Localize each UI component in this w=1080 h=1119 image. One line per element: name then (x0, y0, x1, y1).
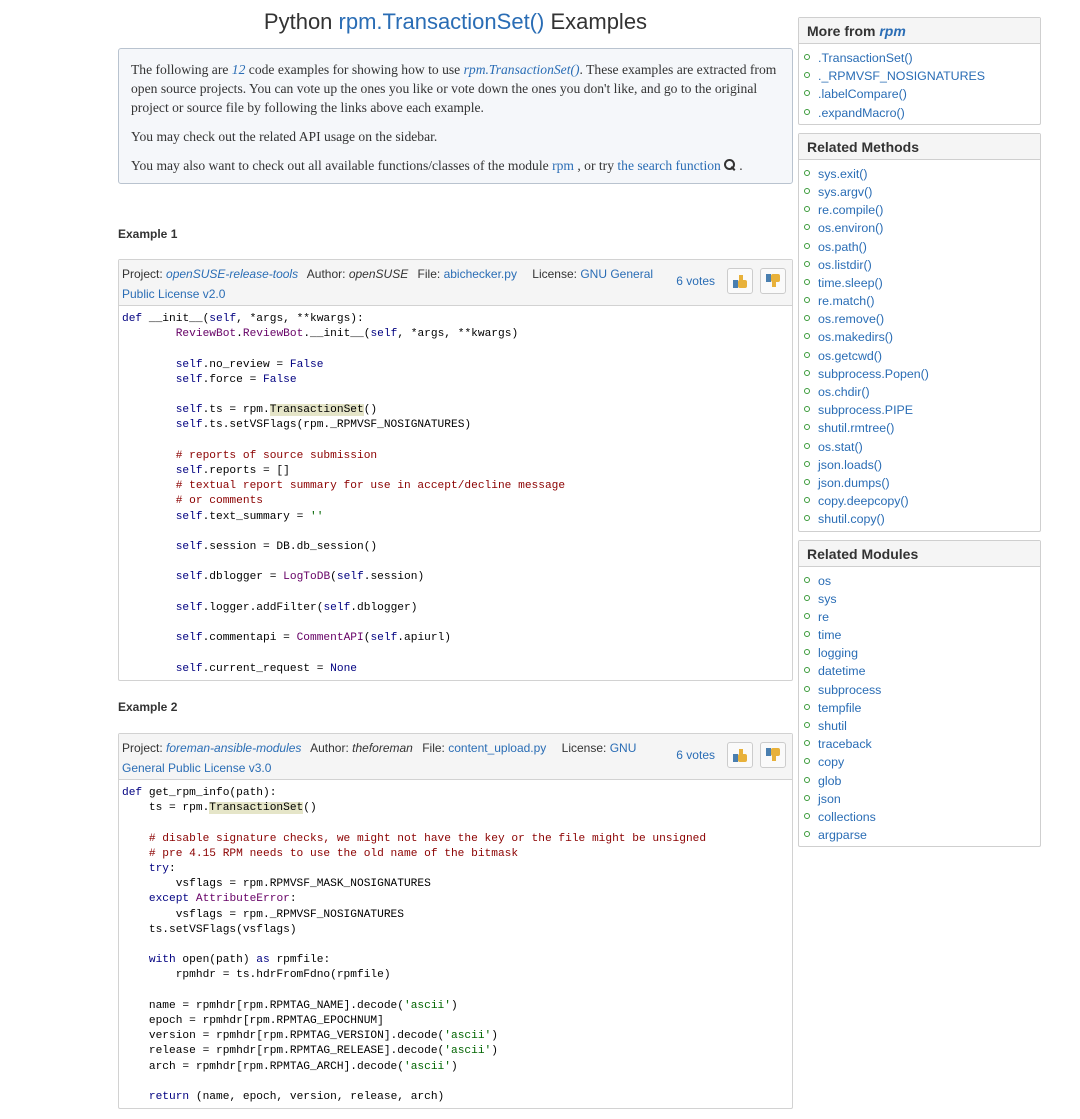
example-2-author: theforeman (352, 741, 413, 755)
vote-down-button[interactable] (760, 268, 786, 294)
related-method-item[interactable]: os.stat() (804, 438, 1040, 456)
intro-paragraph-2: You may check out the related API usage on the sidebar. (131, 129, 438, 144)
more-from-panel (798, 17, 1041, 125)
related-method-item[interactable]: os.getcwd() (804, 347, 1040, 365)
related-method-item[interactable]: sys.exit() (804, 165, 1040, 183)
example-count: 12 (231, 62, 246, 77)
sidebar (798, 17, 1041, 855)
more-from-item[interactable]: ._RPMVSF_NOSIGNATURES (804, 67, 1040, 85)
related-module-item[interactable]: re (804, 608, 1040, 626)
related-method-item[interactable]: shutil.rmtree() (804, 419, 1040, 437)
example-2-code: def get_rpm_info(path): ts = rpm.TransactionSet() # disable signature checks, we might not have the key or the file might be unsigned # pre 4.15 RPM needs to use the old name of the bitmask try: vsflags = rpm.RPMVSF_MASK_NOSIGNATURES except AttributeError: vsflags = rpm._RPMVSF_NOSIGNATURES ts.setVSFlags(vsflags) with open(path) as rpmfile: rpmhdr = ts.hdrFromFdno(rpmfile) name = rpmhdr[rpm.RPMTAG_NAME].decode('ascii') epoch = rpmhdr[rpm.RPMTAG_EPOCHNUM] version = rpmhdr[rpm.RPMTAG_VERSION].decode('ascii') release = rpmhdr[rpm.RPMTAG_RELEASE].decode('ascii') arch = rpmhdr[rpm.RPMTAG_ARCH].decode('ascii') return (name, epoch, version, release, arch) (122, 787, 707, 1104)
related-module-item[interactable]: glob (804, 772, 1040, 790)
intro-box (118, 48, 793, 184)
related-module-item[interactable]: json (804, 790, 1040, 808)
more-from-list (799, 44, 1040, 124)
more-from-module[interactable]: rpm (879, 23, 906, 39)
more-from-item[interactable]: .expandMacro() (804, 104, 1040, 122)
related-method-item[interactable]: os.listdir() (804, 256, 1040, 274)
example-1-header (119, 260, 792, 306)
example-1-votes (676, 268, 786, 294)
more-from-item[interactable]: .TransactionSet() (804, 49, 1040, 67)
related-method-item[interactable]: shutil.copy() (804, 510, 1040, 528)
related-module-item[interactable]: argparse (804, 826, 1040, 844)
vote-up-button[interactable] (727, 268, 753, 294)
related-method-item[interactable]: os.makedirs() (804, 328, 1040, 346)
related-module-item[interactable]: copy (804, 753, 1040, 771)
search-function-link[interactable]: the search function (617, 158, 721, 173)
related-method-item[interactable]: os.remove() (804, 310, 1040, 328)
example-2-project-link[interactable]: foreman-ansible-modules (166, 741, 302, 755)
related-method-item[interactable]: os.path() (804, 238, 1040, 256)
title-suffix: Examples (544, 9, 648, 34)
vote-count: 6 votes (676, 274, 715, 288)
related-method-item[interactable]: time.sleep() (804, 274, 1040, 292)
related-method-item[interactable]: re.match() (804, 292, 1040, 310)
page-title (118, 8, 793, 36)
intro-paragraph-3: You may also want to check out all available functions/classes of the module rpm , or try the search function . (131, 158, 743, 173)
example-2-label: Example 2 (118, 700, 178, 714)
example-1-file-link[interactable]: abichecker.py (443, 267, 517, 281)
related-module-item[interactable]: traceback (804, 735, 1040, 753)
related-methods-title: Related Methods (799, 134, 1040, 160)
related-method-item[interactable]: json.loads() (804, 456, 1040, 474)
thumbs-up-icon (733, 748, 747, 762)
module-link[interactable]: rpm (552, 158, 574, 173)
vote-down-button[interactable] (760, 742, 786, 768)
thumbs-up-icon (733, 274, 747, 288)
related-method-item[interactable]: subprocess.PIPE (804, 401, 1040, 419)
example-1-license-link[interactable]: GNU General Public License v2.0 (122, 267, 654, 301)
related-module-item[interactable]: logging (804, 644, 1040, 662)
related-modules-panel (798, 540, 1041, 848)
example-1-label: Example 1 (118, 227, 178, 241)
title-prefix: Python (263, 9, 339, 34)
main-content (118, 0, 793, 184)
related-method-item[interactable]: os.chdir() (804, 383, 1040, 401)
intro-paragraph-1: The following are 12 code examples for showing how to use rpm.TransactionSet(). These examples are extracted from open source projects. You can vote up the ones you like or vote down the ones you don't like, and go to the original project or source file by following the links above each example. (131, 62, 777, 115)
more-from-title: More from rpm (799, 18, 1040, 44)
example-2-header (119, 734, 792, 780)
search-icon[interactable] (724, 159, 736, 171)
related-module-item[interactable]: shutil (804, 717, 1040, 735)
title-api-link[interactable]: rpm.TransactionSet() (338, 9, 545, 34)
related-modules-title: Related Modules (799, 541, 1040, 567)
related-module-item[interactable]: datetime (804, 662, 1040, 680)
example-1-project-link[interactable]: openSUSE-release-tools (166, 267, 299, 281)
thumbs-down-icon (766, 748, 780, 762)
related-method-item[interactable]: json.dumps() (804, 474, 1040, 492)
example-1-meta: Project: openSUSE-release-tools Author: openSUSE File: abichecker.py License: GNU General Public License v2.0 (122, 267, 654, 301)
related-module-item[interactable]: os (804, 572, 1040, 590)
example-1-code: def __init__(self, *args, **kwargs): ReviewBot.ReviewBot.__init__(self, *args, **kwargs) self.no_review = False self.force = False self.ts = rpm.TransactionSet() self.ts.setVSFlags(rpm._RPMVSF_NOSIGNATURES) # reports of source submission self.reports = [] # textual report summary for use in accept/decline message # or comments self.text_summary = '' self.session = DB.db_session() self.dblogger = LogToDB(self.session) self.logger.addFilter(self.dblogger) self.commentapi = CommentAPI(self.apiurl) self.current_request = None (122, 313, 566, 675)
example-2-license-link[interactable]: GNU General Public License v3.0 (122, 741, 637, 775)
related-method-item[interactable]: subprocess.Popen() (804, 365, 1040, 383)
example-2-file-link[interactable]: content_upload.py (448, 741, 547, 755)
example-2-votes (676, 742, 786, 768)
related-method-item[interactable]: copy.deepcopy() (804, 492, 1040, 510)
example-1 (118, 259, 793, 681)
related-methods-list (799, 160, 1040, 531)
related-module-item[interactable]: sys (804, 590, 1040, 608)
vote-up-button[interactable] (727, 742, 753, 768)
related-method-item[interactable]: sys.argv() (804, 183, 1040, 201)
more-from-item[interactable]: .labelCompare() (804, 85, 1040, 103)
related-module-item[interactable]: time (804, 626, 1040, 644)
related-method-item[interactable]: os.environ() (804, 219, 1040, 237)
example-2 (118, 733, 793, 1109)
related-method-item[interactable]: re.compile() (804, 201, 1040, 219)
related-module-item[interactable]: collections (804, 808, 1040, 826)
related-modules-list (799, 567, 1040, 847)
related-module-item[interactable]: tempfile (804, 699, 1040, 717)
related-module-item[interactable]: subprocess (804, 681, 1040, 699)
vote-count: 6 votes (676, 748, 715, 762)
example-1-author: openSUSE (348, 267, 409, 281)
related-methods-panel (798, 133, 1041, 532)
example-2-meta: Project: foreman-ansible-modules Author: theforeman File: content_upload.py License: GNU General Public License v3.0 (122, 741, 637, 775)
intro-api-name: rpm.TransactionSet() (463, 62, 580, 77)
thumbs-down-icon (766, 274, 780, 288)
